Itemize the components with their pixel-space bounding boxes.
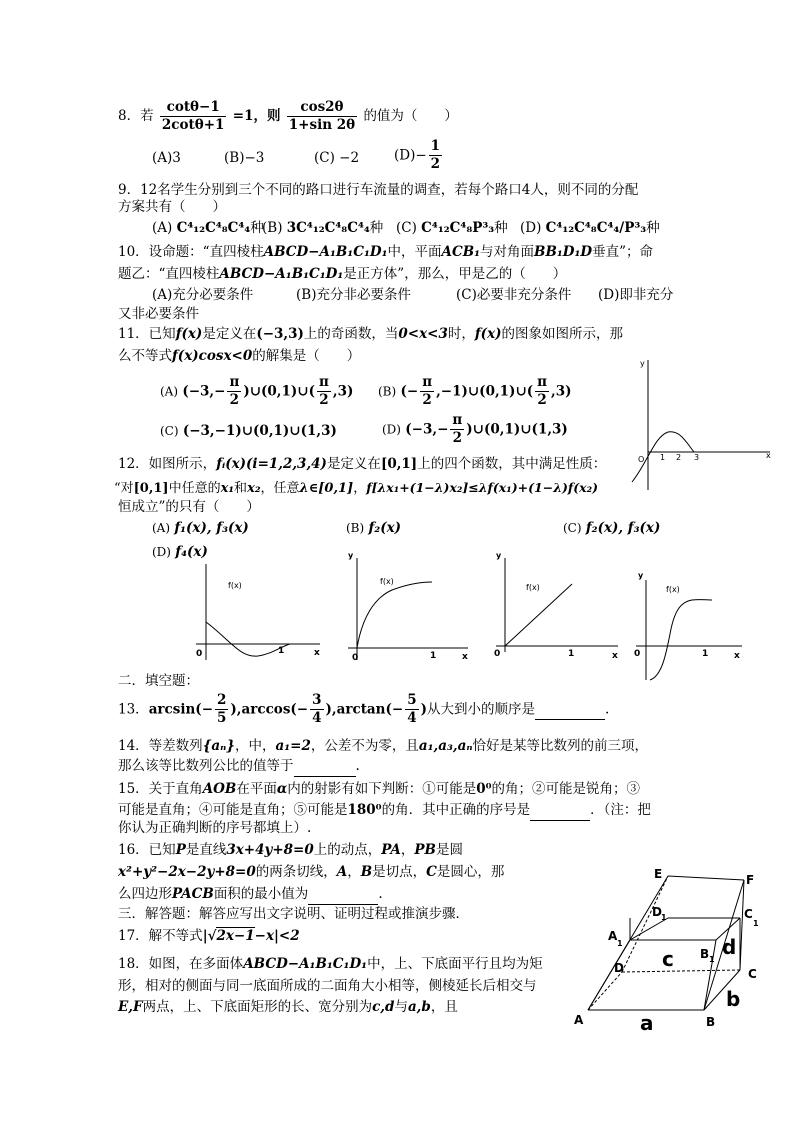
m: a,b [407,999,431,1015]
frac [310,692,323,727]
t: 15．关于直角 [118,781,203,797]
g-x: x [612,651,618,661]
t: 恰好是某等比数列的前三项， [472,738,649,754]
q9-a-math: C⁴₁₂C⁴₈C⁴₄ [176,220,251,236]
t: “对 [114,481,134,496]
t: 与 [394,999,408,1015]
t: . [355,758,360,774]
edge-cf [740,880,744,970]
q17-line [118,926,300,946]
n: π [422,374,433,390]
graph-2: 2 [676,453,682,462]
q8-fraction-1 [160,99,227,134]
graph-3: 3 [694,453,700,462]
q11-option-d [382,412,568,447]
q9-line-1: 9．12名学生分别到三个不同的路口进行车流量的调查，若每个路口4人，则不同的分配 [118,182,639,198]
g-o: 0 [352,653,359,663]
n: 5 [407,692,417,708]
t: 面积的最小值为 [213,886,309,902]
m: [0,1] [133,481,169,496]
m: f(x) [474,326,502,342]
m: a₁,a₃,aₙ [418,738,473,754]
edge-a1a [588,940,630,1010]
label-d: D [614,961,624,975]
lbl: (B) [346,521,365,535]
q10-option-d: (D)即非充分 [598,287,674,303]
n: π [452,412,463,428]
q13-line [118,692,609,727]
m: {aₙ} [202,738,235,754]
pi-frac [317,374,331,409]
t: 题乙：“直四棱柱 [118,266,220,282]
t: ，任意 [260,481,300,496]
q11-option-a [160,374,353,409]
q8-option-d [394,138,444,173]
answer-blank[interactable] [530,800,590,821]
lbl: (C) [160,424,179,438]
q8-d-num: 1 [430,138,441,154]
d: 2 [452,430,463,446]
d: 2 [422,392,432,408]
q12-option-a [152,518,249,538]
pi-frac [535,374,549,409]
n: 3 [312,692,322,708]
m: −x [254,928,275,944]
label-c1: C [744,907,753,921]
m: P [175,842,186,858]
m: f₂(x), f₃(x) [585,520,661,536]
t: ，中， [234,738,276,754]
t: 中，平面 [387,244,442,260]
q8-option-d-frac [429,138,442,173]
q9-option-c [396,218,508,238]
pi-frac [450,412,464,447]
lbl: (A) [160,384,179,399]
q8-line [118,99,458,134]
n: 2 [217,692,227,708]
m: f[λx₁+(1−λ)x₂]≤λf(x₁)+(1−λ)f(x₂) [366,480,599,495]
answer-blank[interactable] [294,756,356,777]
m: ACB₁ [441,244,481,260]
t: 是定义在 [326,456,381,472]
t: 16．已知 [118,842,176,858]
m: x₂ [247,481,261,496]
q12-graph-3 [488,548,628,668]
q16-line-2 [118,862,504,882]
m: |<2 [274,928,300,944]
edge-dc [622,970,740,972]
g-y: y [348,551,354,560]
q12-line-2 [114,478,598,499]
label-d1-sub: 1 [661,913,667,922]
g-fx: f(x) [228,581,242,590]
q9-c-unit: 种 [494,220,508,236]
answer-blank[interactable] [308,884,378,905]
t: ．（注：把 [590,802,651,818]
t: 垂直”；命 [592,244,653,260]
label-a1: A [608,929,618,943]
t: 两点，上、下底面矩形的长、宽分别为 [142,999,373,1015]
line-curve [505,584,572,646]
g-fx: f(x) [526,583,540,592]
q14-line-2 [118,756,360,777]
m: ),arccos(− [230,701,309,718]
m: A [336,864,348,880]
label-c: C [748,967,757,981]
t: 13． [118,701,149,718]
g-o: 0 [634,649,641,659]
q8-fraction-2 [287,99,357,134]
q8-d-den: 2 [430,156,441,172]
t: 时， [447,326,475,342]
m: 0<x<3 [398,326,448,342]
m: PA [381,842,401,858]
graph-y: y [640,359,645,368]
m: ABCD−A₁B₁C₁D₁ [263,244,388,260]
label-f: F [746,873,755,887]
n: π [537,374,548,390]
label-len-b: b [726,987,741,1011]
m: AOB [202,781,237,797]
m: [0,1] [380,456,418,472]
d: 2 [537,392,547,408]
q10-line-1 [118,242,653,262]
m: c,d [372,999,395,1015]
t: . [605,701,610,718]
m: PACB [172,886,214,902]
g-o: 0 [494,649,501,659]
q12-line-1 [118,454,606,474]
m: E,F [118,999,143,1015]
m: a₁=2 [275,738,311,754]
q12-line-3: 恒成立”的只有（ ） [118,499,260,515]
q9-a-label: (A) [152,220,173,236]
m: ) [420,701,427,718]
q8-option-c: (C) −2 [314,150,360,166]
label-b1: B [700,947,710,961]
t: . [378,886,383,902]
q12-graph-1 [190,560,330,670]
label-len-c: c [662,947,674,971]
lbl: (A) [152,521,171,535]
t: 内的射影有如下判断：①可能是 [287,781,477,797]
pi-frac [420,374,434,409]
d: 2 [319,392,329,408]
t: 中，上、下底面平行且均为矩 [367,956,543,972]
m: ABCD−A₁B₁C₁D₁ [219,266,344,282]
t: 18．如图，在多面体 [118,956,244,972]
t: 中任意的 [168,481,221,496]
t: 12．如图所示， [118,456,217,472]
g-1: 1 [702,649,709,659]
pi-frac [227,374,241,409]
d: 2 [229,392,240,408]
t: 的角；②可能是锐角；③ [491,781,641,797]
t: 的两条切线， [255,864,337,880]
m: 180⁰ [347,802,382,818]
m: (−3,3) [256,326,304,342]
q8-f1-den: 2cotθ+1 [161,117,225,133]
m: C [426,864,437,880]
t: 14．等差数列 [118,738,203,754]
q9-c-math: C⁴₁₂C⁴₈P³₃ [421,220,495,236]
m: f₄(x) [175,544,208,560]
m: f(x) [175,326,203,342]
g-x: x [734,651,740,661]
q10-option-b: (B)充分非必要条件 [296,287,411,303]
g-x: x [314,648,320,658]
q8-f2-den: 1+sin 2θ [288,117,356,133]
q11-line-1 [118,324,623,344]
g-1: 1 [568,649,575,659]
t: 是定义在 [202,326,257,342]
q9-d-math: C⁴₁₂C⁴₈C⁴₄/P³₃ [545,220,647,236]
d: 4 [312,710,322,726]
t: ， [347,864,361,880]
m: arcsin(− [148,701,214,718]
q8-eq: =1，则 [232,108,281,124]
q8-option-d-label: (D)− [394,147,427,164]
label-d1: D [652,905,662,919]
g-fx: f(x) [666,585,680,594]
m: 2x−1 [216,928,255,944]
lbl: (C) [563,521,582,535]
q8-lead: 8．若 [118,108,154,124]
q9-option-a [152,218,264,238]
t: ， [400,842,415,858]
q14-line-1 [118,736,648,756]
m: λ∈[0,1] [299,481,354,496]
q9-c-label: (C) [396,220,417,236]
q9-a-unit: 种 [250,220,264,236]
q9-b-label: (B) [262,220,283,236]
m: ,−1)∪(0,1)∪( [436,383,534,400]
m: ,3) [551,383,572,400]
m: ABCD−A₁B₁C₁D₁ [243,956,368,972]
q18-line-2: 形，相对的侧面与同一底面所成的二面角大小相等，侧棱延长后相交与 [118,978,537,994]
q9-d-label: (D) [520,220,542,236]
curve [357,582,432,648]
t: 17．解不等式 [118,928,203,944]
m: x₁ [220,481,235,496]
frac [215,692,228,727]
edge-ef [668,876,744,880]
m: α [276,781,288,797]
t: 是直线 [185,842,227,858]
m: x²+y²−2x−2y+8=0 [118,864,256,880]
q9-d-unit: 种 [646,220,660,236]
abs-open: | [202,928,208,944]
q18-polyhedron-figure [570,860,780,1035]
t: 11．已知 [118,326,176,342]
q11-graph [628,352,778,492]
t: 是圆 [435,842,463,858]
t: 与对角面 [480,244,535,260]
q18-line-3 [118,997,458,1017]
q12-option-d [152,542,208,562]
answer-blank[interactable] [535,699,605,720]
g-1: 1 [430,651,437,661]
t: 是正方体”，那么，甲是乙的（ ） [343,266,567,282]
section-3-heading: 三．解答题：解答应写出文字说明、证明过程或推演步骤． [118,906,469,922]
sqrt-sign: √ [207,928,217,944]
t: 是切点， [372,864,427,880]
t: 10．设命题：“直四棱柱 [118,244,264,260]
g-1: 1 [278,646,285,656]
q8-option-b: (B)−3 [224,150,265,166]
q10-option-c: (C)必要非充分条件 [456,287,572,303]
t: 和 [234,481,248,496]
m: (− [400,383,419,400]
q12-option-c [563,518,660,538]
graph-origin: O [638,455,645,464]
q12-graph-2 [340,548,480,668]
t: 从大到小的顺序是 [427,701,535,718]
label-e: E [654,867,663,881]
graph-1: 1 [660,453,666,462]
m: PB [414,842,436,858]
q9-line-2: 方案共有（ ） [118,199,226,215]
m: fᵢ(x)(i=1,2,3,4) [216,456,327,472]
n: π [319,374,329,390]
q18-line-1 [118,954,543,974]
edge-ad [588,972,622,1010]
q8-option-a: (A)3 [152,150,181,166]
label-a1-sub: 1 [617,939,623,948]
m: B [360,864,373,880]
section-2-heading: 二．填空题： [118,673,199,689]
q8-tail: 的值为（ ） [363,108,458,124]
m: 0⁰ [476,781,492,797]
label-b: B [706,1015,716,1029]
m: (−3,− [182,383,226,400]
q16-line-1 [118,840,463,860]
q10-option-a: (A)充分必要条件 [152,287,254,303]
g-x: x [462,652,468,662]
t: 的角．其中正确的序号是 [381,802,531,818]
t: 上的四个函数，其中满足性质： [417,456,607,472]
q16-line-3 [118,884,383,905]
lbl: (B) [378,384,397,399]
m: BB₁D₁D [534,244,593,260]
m: f₁(x), f₃(x) [174,520,249,536]
t: ，公差不为零，且 [310,738,419,754]
q12-option-b [346,518,401,538]
q8-f1-num: cotθ−1 [160,99,227,117]
t: 那么该等比数列公比的值等于 [118,758,294,774]
q12-graph-4 [632,564,752,684]
curve [650,600,712,680]
q11-option-b [378,374,572,409]
t: 么不等式 [118,348,172,364]
m: ,3) [332,383,354,400]
frac [405,692,418,727]
q10-line-2 [118,264,566,284]
q9-option-b [262,218,383,238]
g-y: y [638,571,644,580]
t: 是圆心，那 [436,864,505,880]
n: π [229,374,240,390]
m: (−3,−1)∪(0,1)∪(1,3) [182,423,337,439]
label-len-a: a [640,1011,654,1035]
m: f(x)cosx<0 [172,348,253,364]
m: f₂(x) [368,520,402,536]
q11-line-2 [118,346,360,366]
t: 可能是直角；④可能是直角；⑤可能是 [118,802,348,818]
g-y: y [496,551,502,560]
label-c1-sub: 1 [753,919,759,928]
d: 5 [217,710,227,726]
t: 么四边形 [118,886,172,902]
q15-line-3: 你认为正确判断的序号都填上）. [118,820,312,836]
t: 上的动点， [313,842,382,858]
q15-line-1 [118,779,640,799]
m: ),arctan(− [325,701,404,718]
m: (−3,− [405,421,449,438]
label-a: A [574,1013,584,1027]
t: 的解集是（ ） [252,348,361,364]
g-fx: f(x) [380,577,394,586]
q11-option-c [160,421,337,441]
d: 4 [407,710,417,726]
t: ， [353,481,367,496]
lbl: (D) [152,545,171,559]
label-len-d: d [722,935,737,959]
t: 在平面 [236,781,277,797]
m: )∪(0,1)∪( [243,383,315,400]
m: )∪(0,1)∪(1,3) [466,421,568,438]
q9-b-math: 3C⁴₁₂C⁴₈C⁴₄ [286,220,370,236]
graph-x: x [766,451,771,460]
q9-option-d [520,218,660,238]
q9-b-unit: 种 [369,220,384,236]
m: 3x+4y+8=0 [226,842,314,858]
t: 的图象如图所示，那 [501,326,624,342]
t: ，且 [430,999,458,1015]
q8-f2-num: cos2θ [287,99,357,117]
g-o: 0 [196,649,203,659]
lbl: (D) [382,422,401,437]
t: 上的奇函数，当 [303,326,399,342]
q10-line-4: 又非必要条件 [118,306,199,322]
label-b1-sub: 1 [709,955,715,964]
